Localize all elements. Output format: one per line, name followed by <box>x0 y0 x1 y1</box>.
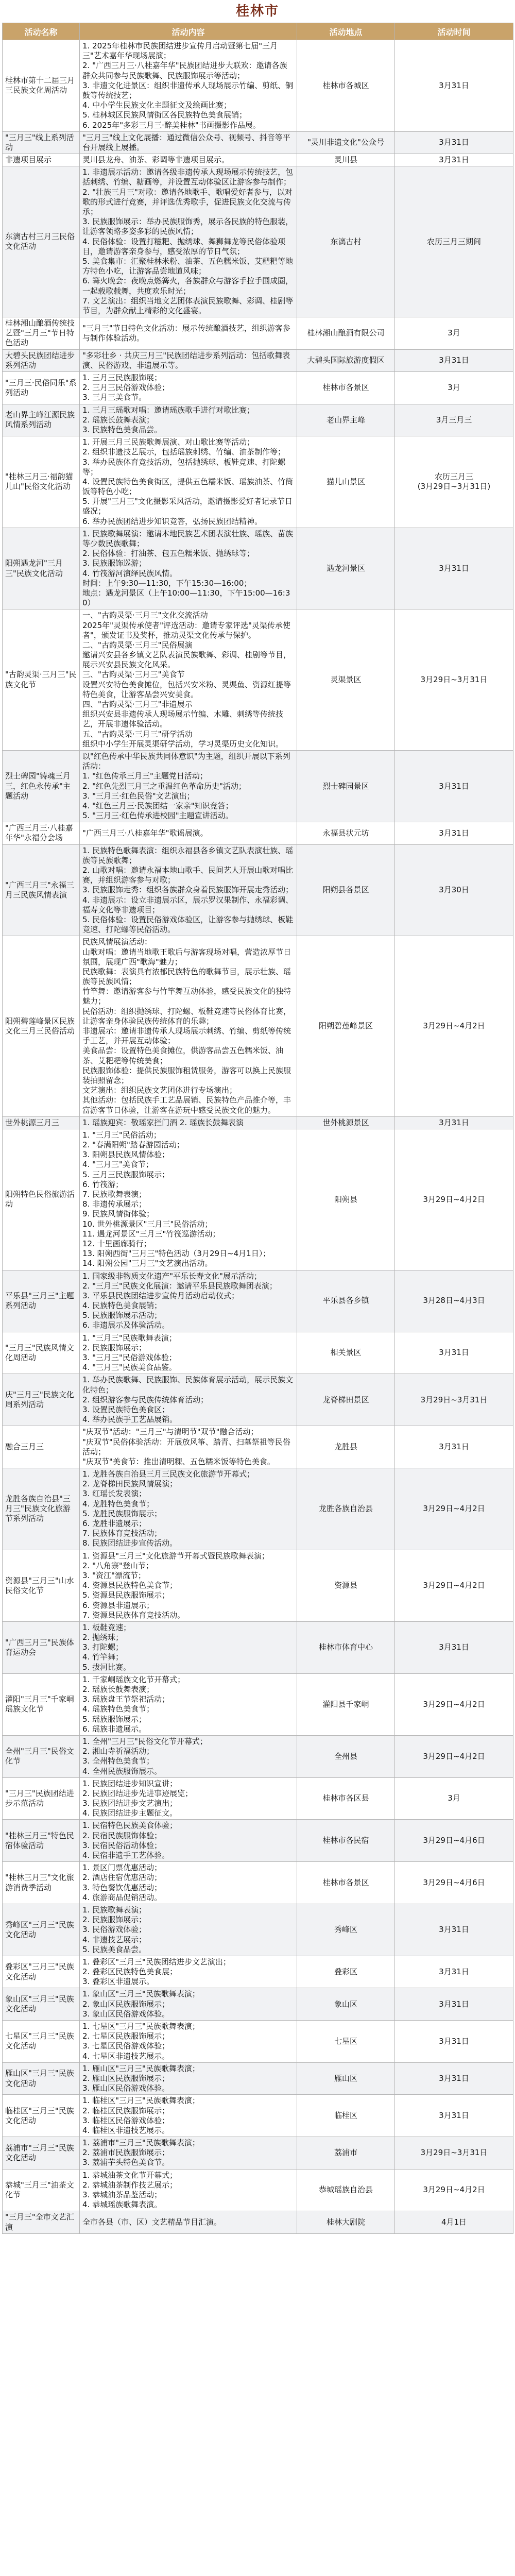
activity-time-cell: 3月31日 <box>395 2021 513 2063</box>
activity-name-cell: 融合三月三 <box>3 1426 80 1468</box>
activity-content-cell: 1. "三月三"民俗活动； 2. "春满阳朔"踏春游园活动； 3. 阳朔县民族风情体验； 4. "三月三"美食节； 5. 三月三民族服饰展示； 6. 竹筏游； 7. 民族歌舞表演； 8. 非遗传承展示； 9. 民族风情街体验； 10. 世外桃源景区"三月三"民俗活动； 11. 遇龙河景区"三月三"竹筏巡游活动； 12. 十里画廊骑行； 13. 阳朔西街"三月三"特色活动（3月29日~4月1日）； 14. 阳朔公园"三月三"文艺演出活动。 <box>80 1129 297 1270</box>
table-row <box>3 844 513 936</box>
activity-content-cell: "多彩壮乡 · 共庆三月三"民族团结进步系列活动：包括歌舞表演、民俗游戏、非遗展示等。 <box>80 349 297 371</box>
activity-content-cell: 1. 叠彩区"三月三"民族团结进步文艺演出； 2. 叠彩区民族特色美食展； 3. 叠彩区非遗展示。 <box>80 1956 297 1988</box>
activity-place-cell: 龙胜各族自治县 <box>297 1468 395 1550</box>
table-row <box>3 822 513 844</box>
activity-time-cell: 3月31日 <box>395 1988 513 2021</box>
activity-name-cell: "广西三月三·八桂嘉年华"永福分会场 <box>3 822 80 844</box>
activity-content-cell: 民族风情展演活动： 山歌对唱：邀请当地歌王歌后与游客现场对唱，营造浓厚节日氛围，展现广西"歌海"魅力； 民族歌舞：表演具有浓郁民族特色的歌舞节目，展示壮族、瑶族等民族风情； 竹竿舞：邀请游客参与竹竿舞互动体验，感受民族文化的独特魅力； 民俗活动：组织抛绣球、打陀螺、板鞋竞速等民俗体育比赛，让游客亲身体验民族传统体育的乐趣； 非遗展示：邀请非遗传承人现场展示刺绣、竹编、剪纸等传统手工艺，并开展互动体验； 美食品尝：设置特色美食摊位，供游客品尝五色糯米饭、油茶、艾粑粑等传统美食； 民族服饰体验：提供民族服饰租赁服务，游客可以换上民族服装拍照留念； 文艺演出：组织民族文艺团体进行专场演出； 其他活动：包括民族手工艺品展销、民族特色产品推介等，丰富游客节日体验，让游客在游玩中感受民族文化的魅力。 <box>80 936 297 1116</box>
activity-time-cell: 3月29日~4月2日 <box>395 1468 513 1550</box>
activity-content-cell: 1. 2025年桂林市民族团结进步宣传月启动暨第七届"三月三"艺术嘉年华现场展演； 2. "广西三月三·八桂嘉年华"民族团结进步大联欢：邀请各族群众共同参与民族歌舞、民族服饰展示等活动； 3. 非遗文化进景区：组织非遗传承人现场展示竹编、剪纸、铜鼓等传统技艺； 4. 中小学生民族文化主题征文及绘画比赛； 5. 桂林城区民族风情街区各民族特色美食展销； 6. 2025年"多彩三月三·醉美桂林"书画摄影作品展。 <box>80 40 297 132</box>
activity-name-cell: "三月三·民俗同乐"系列活动 <box>3 372 80 404</box>
activity-place-cell: 大碧头国际旅游度假区 <box>297 349 395 371</box>
activity-name-cell: "古韵灵渠·三月三"民族文化节 <box>3 609 80 751</box>
activity-content-cell: 1. 荔浦市"三月三"民族歌舞表演； 2. 荔浦市民族服饰展示； 3. 荔浦芋头特色美食节。 <box>80 2137 297 2170</box>
table-row <box>3 750 513 822</box>
activity-name-cell: 全州"三月三"民俗文化节 <box>3 1735 80 1777</box>
table-row <box>3 349 513 371</box>
activity-place-cell: "灵川非遗文化"公众号 <box>297 131 395 154</box>
activity-name-cell: 庆"三月三"民族文化周系列活动 <box>3 1374 80 1426</box>
activity-name-cell: 桂林市第十二届三月三民族文化周活动 <box>3 40 80 132</box>
activity-content-cell: 1. 非遗展示活动：邀请各级非遗传承人现场展示传统技艺，包括刺绣、竹编、糖画等，并设置互动体验区让游客参与制作； 2. "壮族三月三"对歌：邀请各地歌手、歌唱爱好者参与，以对歌的形式进行竞赛，并评选优秀歌手，促进民族文化交流与传承； 3. 民族服饰展示：举办民族服饰秀，展示各民族的特色服装，让游客领略多姿多彩的民族风情； 4. 民俗体验：设置打糍粑、抛绣球、舞狮舞龙等民俗体验项目，邀请游客亲身参与，感受浓厚的节日气氛； 5. 美食集市：汇聚桂林米粉、油茶、五色糯米饭、艾粑粑等地方特色小吃，让游客品尝地道风味； 6. 篝火晚会：夜晚点燃篝火，各族群众与游客手拉手围成圈，一起载歌载舞，共度欢乐时光； 7. 文艺演出：组织当地文艺团体表演民族歌舞、彩调、桂剧等节目，为群众献上精彩的文化盛宴。 <box>80 166 297 317</box>
activity-time-cell: 3月31日 <box>395 528 513 609</box>
activity-time-cell: 3月29日~4月2日 <box>395 1129 513 1270</box>
activity-name-cell: 桂林湘山酿酒传统技艺暨"三月三"节日特色活动 <box>3 317 80 350</box>
table-row <box>3 1426 513 1468</box>
table-row <box>3 2169 513 2211</box>
activity-content-cell: 全市各县（市、区）文艺精品节目汇演。 <box>80 2211 297 2233</box>
activity-place-cell: 遇龙河景区 <box>297 528 395 609</box>
page-title: 桂林市 <box>235 4 279 19</box>
activity-content-cell: "三月三"节日特色文化活动：展示传统酿酒技艺，组织游客参与制作体验活动。 <box>80 317 297 350</box>
activity-content-cell: 1. 资源县"三月三"文化旅游节开幕式暨民族歌舞表演； 2. "八角寨"登山节； 3. "资江"漂流节； 4. 资源县民族特色美食节； 5. 资源县民族服饰展示； 6. 资源县非遗展示； 7. 资源县民族体育竞技活动。 <box>80 1550 297 1621</box>
activity-content-cell: 1. 国家级非物质文化遗产"平乐长寿文化"展示活动； 2. "三月三"民族文化展演：邀请平乐县民族歌舞团表演； 3. 平乐县民族团结进步宣传月活动启动仪式； 4. 民族特色美食展销； 5. 民族服饰展示活动； 6. 非遗展示及体验活动。 <box>80 1270 297 1332</box>
activity-name-cell: 象山区"三月三"民族文化活动 <box>3 1988 80 2021</box>
activity-content-cell: 1. 三月三民族服饰展； 2. 三月三民俗游戏体验； 3. 三月三美食节。 <box>80 372 297 404</box>
activity-place-cell: 永福县状元坊 <box>297 822 395 844</box>
activity-place-cell: 资源县 <box>297 1550 395 1621</box>
activity-name-cell: 非遗项目展示 <box>3 154 80 166</box>
activity-place-cell: 灌阳县千家峒 <box>297 1673 395 1735</box>
table-row <box>3 528 513 609</box>
activity-content-cell: 1. 民族歌舞展演：邀请本地民族艺术团表演壮族、瑶族、苗族等少数民族歌舞； 2. 民俗体验：打油茶、包五色糯米饭、抛绣球等； 3. 民族服饰巡游； 4. 竹筏游河演绎民族风情。 时间：上午9:30—11:30，下午15:30—16:00； 地点：遇龙河景区（上午10:00—11:30，下午15:00—16:30） <box>80 528 297 609</box>
table-row <box>3 436 513 528</box>
activity-name-cell: 老山界主峰江源民族风情系列活动 <box>3 404 80 436</box>
activity-name-cell: 秀峰区"三月三"民族文化活动 <box>3 1904 80 1956</box>
activity-place-cell: 灵渠景区 <box>297 609 395 751</box>
activity-table <box>2 23 513 2234</box>
activity-content-cell: 1. 开展三月三民族歌舞展演、对山歌比赛等活动； 2. 组织非遗技艺展示，包括瑶族刺绣、竹编、油茶制作等； 3. 举办民族体育竞技活动，包括抛绣球、板鞋竞速、打陀螺等； 4. 设置民族特色美食街区，提供五色糯米饭、瑶族油茶、竹筒饭等特色小吃； 5. 开展"三月三"文化摄影采风活动，邀请摄影爱好者记录节日盛况； 6. 举办民族团结进步知识竞答，弘扬民族团结精神。 <box>80 436 297 528</box>
activity-time-cell: 3月31日 <box>395 154 513 166</box>
activity-content-cell: 1. 民族歌舞表演； 2. 民族服饰展示； 3. 民俗游戏体验； 4. 非遗技艺展示； 5. 民族美食品尝。 <box>80 1904 297 1956</box>
table-body <box>3 40 513 2234</box>
activity-time-cell: 3月31日 <box>395 822 513 844</box>
table-row <box>3 2062 513 2095</box>
table-row <box>3 2137 513 2170</box>
activity-name-cell: "三月三"民族团结进步示范活动 <box>3 1777 80 1820</box>
activity-time-cell: 3月29日~4月2日 <box>395 2169 513 2211</box>
activity-place-cell: 七星区 <box>297 2021 395 2063</box>
activity-name-cell: 叠彩区"三月三"民族文化活动 <box>3 1956 80 1988</box>
activity-place-cell: 叠彩区 <box>297 1956 395 1988</box>
activity-name-cell: 烈士碑园"铸魂三月三，红色永传承"主题活动 <box>3 750 80 822</box>
table-row <box>3 1116 513 1129</box>
activity-place-cell: 老山界主峰 <box>297 404 395 436</box>
activity-time-cell: 农历三月三 (3月29日~3月31日) <box>395 436 513 528</box>
activity-name-cell: 雁山区"三月三"民族文化活动 <box>3 2062 80 2095</box>
activity-time-cell: 3月29日~4月6日 <box>395 1820 513 1862</box>
activity-name-cell: 东漓古村三月三民俗文化活动 <box>3 166 80 317</box>
activity-name-cell: 世外桃源三月三 <box>3 1116 80 1129</box>
table-row <box>3 1129 513 1270</box>
activity-place-cell: 相关景区 <box>297 1332 395 1374</box>
table-row <box>3 372 513 404</box>
activity-time-cell: 4月1日 <box>395 2211 513 2233</box>
activity-time-cell: 3月31日 <box>395 1621 513 1673</box>
table-row <box>3 131 513 154</box>
activity-content-cell: 1. 全州"三月三"民俗文化节开幕式； 2. 湘山寺祈福活动； 3. 全州特色美食节； 4. 全州民族服饰展示。 <box>80 1735 297 1777</box>
activity-place-cell: 平乐县各乡镇 <box>297 1270 395 1332</box>
table-row <box>3 1468 513 1550</box>
table-row <box>3 1988 513 2021</box>
activity-content-cell: 1. "三月三"民族歌舞表演； 2. 民族服饰展示； 3. "三月三"民俗游戏体验； 4. "三月三"民族美食品鉴。 <box>80 1332 297 1374</box>
activity-place-cell: 猫儿山景区 <box>297 436 395 528</box>
activity-name-cell: "桂林三月三"文化旅游消费季活动 <box>3 1862 80 1904</box>
activity-place-cell: 世外桃源景区 <box>297 1116 395 1129</box>
activity-content-cell: 灵川县龙舟、油茶、彩调等非遗项目展示。 <box>80 154 297 166</box>
activity-name-cell: "三月三"线上系列活动 <box>3 131 80 154</box>
activity-content-cell: 1. 象山区"三月三"民族歌舞表演； 2. 象山区民族服饰展示； 3. 象山区民俗游戏体验。 <box>80 1988 297 2021</box>
table-row <box>3 1374 513 1426</box>
activity-name-cell: 阳朔遇龙河"三月三"民族文化活动 <box>3 528 80 609</box>
activity-place-cell: 桂林市各城区 <box>297 40 395 132</box>
activity-place-cell: 桂林市体育中心 <box>297 1621 395 1673</box>
activity-content-cell: 1. 瑶族迎宾：敬瑶家拦门酒 2. 瑶族长鼓舞表演 <box>80 1116 297 1129</box>
activity-name-cell: 临桂区"三月三"民族文化活动 <box>3 2095 80 2137</box>
table-row <box>3 1862 513 1904</box>
activity-time-cell: 3月 <box>395 372 513 404</box>
activity-time-cell: 3月 <box>395 317 513 350</box>
table-row <box>3 609 513 751</box>
activity-time-cell: 3月31日 <box>395 1426 513 1468</box>
activity-time-cell: 农历三月三期间 <box>395 166 513 317</box>
activity-place-cell: 龙胜县 <box>297 1426 395 1468</box>
table-header <box>3 23 513 40</box>
activity-content-cell: 1. 雁山区"三月三"民族歌舞表演； 2. 雁山区民族服饰展示； 3. 雁山区民俗游戏体验。 <box>80 2062 297 2095</box>
activity-place-cell: 东漓古村 <box>297 166 395 317</box>
activity-place-cell: 龙脊梯田景区 <box>297 1374 395 1426</box>
activity-place-cell: 灵川县 <box>297 154 395 166</box>
activity-place-cell: 象山区 <box>297 1988 395 2021</box>
table-row <box>3 1270 513 1332</box>
activity-content-cell: 1. 恭城油茶文化节开幕式； 2. 恭城油茶制作技艺展示； 3. 恭城油茶品鉴活动； 4. 恭城瑶族歌舞表演。 <box>80 2169 297 2211</box>
table-row <box>3 166 513 317</box>
header-row <box>3 23 513 40</box>
activity-time-cell: 3月31日 <box>395 2062 513 2095</box>
activity-time-cell: 3月29日~4月2日 <box>395 1673 513 1735</box>
header-activity-content: 活动内容 <box>80 23 297 40</box>
activity-content-cell: 一、"古韵灵渠·三月三"文化交流活动 2025年"灵渠传承使者"评选活动：邀请专家评选"灵渠传承使者"，颁发证书及奖杯，推动灵渠文化传承与保护。 二、"古韵灵渠·三月三"民俗展演 邀请兴安县各乡镇文艺队表演民族歌舞、彩调、桂剧等节目，展示兴安县民族文化风采。 三、"古韵灵渠·三月三"美食节 设置兴安特色美食摊位，包括兴安米粉、灵渠鱼、资源红提等特色美食，让游客品尝兴安美食。 四、"古韵灵渠·三月三"非遗展示 组织兴安县非遗传承人现场展示竹编、木雕、刺绣等传统技艺，开展非遗体验活动。 五、"古韵灵渠·三月三"研学活动 组织中小学生开展灵渠研学活动，学习灵渠历史文化知识。 <box>80 609 297 751</box>
activity-content-cell: 1. 民族团结进步知识宣讲； 2. 民族团结进步先进事迹展览； 3. 民族团结进步文艺演出； 4. 民族团结进步主题征文。 <box>80 1777 297 1820</box>
activity-time-cell: 3月29日~3月31日 <box>395 1374 513 1426</box>
activity-time-cell: 3月31日 <box>395 40 513 132</box>
table-row <box>3 1550 513 1621</box>
table-row <box>3 40 513 132</box>
activity-place-cell: 阳朔县各景区 <box>297 844 395 936</box>
table-row <box>3 1673 513 1735</box>
table-row <box>3 1956 513 1988</box>
activity-place-cell: 秀峰区 <box>297 1904 395 1956</box>
activity-time-cell: 3月31日 <box>395 1116 513 1129</box>
activity-name-cell: "三月三"全市文艺汇演 <box>3 2211 80 2233</box>
activity-place-cell: 临桂区 <box>297 2095 395 2137</box>
activity-content-cell: 1. 龙胜各族自治县三月三民族文化旅游节开幕式； 2. 龙脊梯田民族风情展演； 3. 红瑶长发表演； 4. 龙胜特色美食节； 5. 龙胜民族服饰展示； 6. 龙胜非遗展示； 7. 民族体育竞技活动； 8. 民族团结进步宣传活动。 <box>80 1468 297 1550</box>
activity-place-cell: 阳朔碧莲峰景区 <box>297 936 395 1116</box>
activity-time-cell: 3月31日 <box>395 1904 513 1956</box>
table-row <box>3 1904 513 1956</box>
activity-time-cell: 3月30日 <box>395 844 513 936</box>
activity-time-cell: 3月31日 <box>395 2095 513 2137</box>
activity-content-cell: 1. 板鞋竞速； 2. 抛绣球； 3. 打陀螺； 4. 竹竿舞； 5. 拔河比赛。 <box>80 1621 297 1673</box>
header-activity-name: 活动名称 <box>3 23 80 40</box>
activity-place-cell: 荔浦市 <box>297 2137 395 2170</box>
table-row <box>3 1332 513 1374</box>
activity-content-cell: 1. 七星区"三月三"民族歌舞表演； 2. 七星区民族服饰展示； 3. 七星区民俗游戏体验； 4. 七星区非遗技艺展示。 <box>80 2021 297 2063</box>
activity-content-cell: 1. 临桂区"三月三"民族歌舞表演； 2. 临桂区民族服饰展示； 3. 临桂区民俗游戏体验； 4. 临桂区非遗技艺展示。 <box>80 2095 297 2137</box>
activity-content-cell: 1. 三月三瑶歌对唱：邀请瑶族歌手进行对歌比赛； 2. 瑶族长鼓舞表演； 3. 民族特色美食品尝。 <box>80 404 297 436</box>
activity-place-cell: 桂林市各景区 <box>297 372 395 404</box>
activity-place-cell: 烈士碑园景区 <box>297 750 395 822</box>
activity-name-cell: "广西三月三"民族体育运动会 <box>3 1621 80 1673</box>
activity-content-cell: "庆双节"活动："三月三"与清明节"双节"融合活动； "庆双节"民俗体验活动：开展放风筝、踏青、扫墓祭祖等民俗活动； "庆双节"美食节：推出清明粿、五色糯米饭等特色美食。 <box>80 1426 297 1468</box>
activity-place-cell: 桂林大剧院 <box>297 2211 395 2233</box>
activity-place-cell: 恭城瑶族自治县 <box>297 2169 395 2211</box>
activity-content-cell: 以"红色传承中华民族共同体意识"为主题，组织开展以下系列活动： 1. "红色传承三月三"主题党日活动； 2. "红色先烈三月三之重温红色革命历史"活动； 3. "三月三·红色民俗"文艺演出； 4. "红色三月三·民族团结一家亲"知识竞答； 5. "三月三·红色传承进校园"主题宣讲活动。 <box>80 750 297 822</box>
activity-name-cell: "桂林三月三"特色民宿体验活动 <box>3 1820 80 1862</box>
header-activity-place: 活动地点 <box>297 23 395 40</box>
activity-time-cell: 3月28日~4月3日 <box>395 1270 513 1332</box>
table-row <box>3 404 513 436</box>
activity-name-cell: 平乐县"三月三"主题系列活动 <box>3 1270 80 1332</box>
table-row <box>3 1735 513 1777</box>
activity-place-cell: 桂林市各民宿 <box>297 1820 395 1862</box>
activity-place-cell: 桂林湘山酿酒有限公司 <box>297 317 395 350</box>
activity-name-cell: 恭城"三月三"油茶文化节 <box>3 2169 80 2211</box>
activity-name-cell: 阳朔碧莲峰景区民族文化三月三民俗活动 <box>3 936 80 1116</box>
table-row <box>3 154 513 166</box>
activity-content-cell: 1. 举办民族歌舞、民族服饰、民族体育展示活动，展示民族文化特色； 2. 组织游客参与民族传统体育活动； 3. 设置民族特色美食区； 4. 举办民族手工艺品展销。 <box>80 1374 297 1426</box>
activity-content-cell: "三月三"线上文化展播：通过微信公众号、视频号、抖音等平台开展线上展播。 <box>80 131 297 154</box>
activity-content-cell: 1. 民族特色歌舞表演：组织永福县各乡镇文艺队表演壮族、瑶族等民族歌舞； 2. 山歌对唱：邀请永福本地山歌手、民间艺人开展山歌对唱比赛，并组织游客参与对歌； 3. 民族服饰走秀：组织各族群众身着民族服饰开展走秀活动； 4. 非遗展示：设立非遗展示区，展示罗汉果制作、永福彩调、福寿文化等非遗项目； 5. 民俗体验：设置民俗游戏体验区，让游客参与抛绣球、板鞋竞速、打陀螺等民俗活动。 <box>80 844 297 936</box>
activity-time-cell: 3月31日 <box>395 1956 513 1988</box>
activity-name-cell: "桂林三月三·福韵猫儿山"民俗文化活动 <box>3 436 80 528</box>
activity-name-cell: 大碧头民族团结进步系列活动 <box>3 349 80 371</box>
activity-content-cell: 1. 千家峒瑶族文化节开幕式； 2. 瑶族长鼓舞表演； 3. 瑶族盘王节祭祀活动； 4. 瑶族特色美食节； 5. 瑶族服饰展示； 6. 瑶族非遗展示。 <box>80 1673 297 1735</box>
activity-time-cell: 3月31日 <box>395 750 513 822</box>
activity-time-cell: 3月31日 <box>395 131 513 154</box>
table-row <box>3 1820 513 1862</box>
activity-time-cell: 3月29日~3月31日 <box>395 2137 513 2170</box>
activity-time-cell: 3月29日~4月6日 <box>395 1862 513 1904</box>
activity-place-cell: 桂林市各区县 <box>297 1777 395 1820</box>
table-row <box>3 1777 513 1820</box>
activity-time-cell: 3月29日~3月31日 <box>395 609 513 751</box>
activity-place-cell: 桂林市各景区 <box>297 1862 395 1904</box>
activity-place-cell: 全州县 <box>297 1735 395 1777</box>
activity-name-cell: 龙胜各族自治县"三月三"民族文化旅游节系列活动 <box>3 1468 80 1550</box>
table-row <box>3 317 513 350</box>
activity-content-cell: 1. 景区门票优惠活动； 2. 酒店住宿优惠活动； 3. 特色餐饮优惠活动； 4. 旅游商品促销活动。 <box>80 1862 297 1904</box>
activity-time-cell: 3月 <box>395 1777 513 1820</box>
activity-name-cell: 灌阳"三月三"千家峒瑶族文化节 <box>3 1673 80 1735</box>
activity-time-cell: 3月29日~4月2日 <box>395 936 513 1116</box>
activity-name-cell: 阳朔特色民俗旅游活动 <box>3 1129 80 1270</box>
activity-time-cell: 3月三月三 <box>395 404 513 436</box>
activity-time-cell: 3月31日 <box>395 1332 513 1374</box>
activity-name-cell: "广西三月三"永福三月三民族风情表演 <box>3 844 80 936</box>
table-row <box>3 2095 513 2137</box>
activity-place-cell: 雁山区 <box>297 2062 395 2095</box>
activity-place-cell: 阳朔县 <box>297 1129 395 1270</box>
activity-time-cell: 3月29日~4月2日 <box>395 1550 513 1621</box>
table-row <box>3 1621 513 1673</box>
activity-name-cell: 资源县"三月三"山水民俗文化节 <box>3 1550 80 1621</box>
table-row <box>3 2021 513 2063</box>
activity-content-cell: "广西三月三·八桂嘉年华"歌谣展演。 <box>80 822 297 844</box>
activity-name-cell: 七星区"三月三"民族文化活动 <box>3 2021 80 2063</box>
activity-content-cell: 1. 民宿特色民族美食体验； 2. 民宿民族服饰体验； 3. 民宿民俗活动体验； 4. 民宿非遗手工艺体验。 <box>80 1820 297 1862</box>
activity-time-cell: 3月31日 <box>395 349 513 371</box>
activity-name-cell: 荔浦市"三月三"民族文化活动 <box>3 2137 80 2170</box>
activity-name-cell: "三月三"民族风情文化周活动 <box>3 1332 80 1374</box>
activity-time-cell: 3月29日~4月2日 <box>395 1735 513 1777</box>
table-row <box>3 936 513 1116</box>
header-activity-time: 活动时间 <box>395 23 513 40</box>
table-row <box>3 2211 513 2233</box>
